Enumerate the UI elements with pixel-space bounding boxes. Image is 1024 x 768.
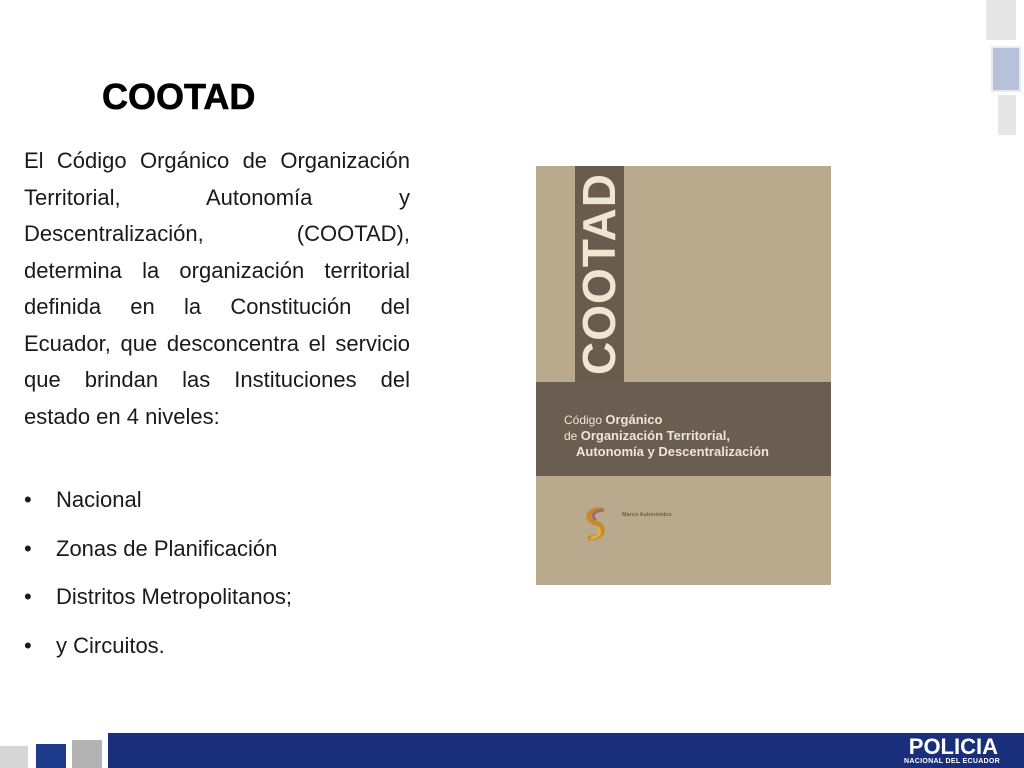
footer-blue-block [36, 744, 66, 768]
book-title-line2-bold: Organización Territorial, [580, 428, 730, 443]
decorative-square-bottom [998, 95, 1016, 135]
slide-paragraph: El Código Orgánico de Organización Territorial, Autonomía y Descentralización, (COOTAD), determina la organización territorial definida en la Constitución del Ecuador, que desconcentra el servicio que brindan las Instituciones del estado en 4 niveles: [24, 148, 410, 429]
bullet-dot-icon: • [24, 632, 32, 658]
bullet-dot-icon: • [24, 584, 32, 609]
book-spine-strip [575, 166, 624, 382]
book-publisher-label [622, 512, 712, 519]
bullet-item [24, 580, 292, 629]
bullet-dot-icon: • [24, 487, 32, 512]
footer-bar [108, 733, 1024, 768]
bullet-item [24, 532, 292, 581]
bullet-list [24, 483, 292, 677]
police-logo-subtitle: NACIONAL DEL ECUADOR [904, 758, 1000, 765]
bullet-text: Distritos Metropolitanos; [56, 584, 292, 609]
bullet-dot-icon: • [24, 535, 32, 561]
bullet-text: y Circuitos. [56, 632, 165, 658]
book-title-line2-prefix: de [564, 429, 578, 443]
bullet-text: Zonas de Planificación [56, 535, 278, 561]
police-logo-text: POLICIA [908, 734, 998, 759]
book-title-text [564, 412, 769, 460]
book-cover-image [536, 166, 831, 585]
decorative-square-middle [991, 46, 1021, 92]
book-publisher-title: Marco Autonómico [622, 512, 672, 518]
bullet-item [24, 629, 292, 678]
book-publisher-logo-icon [582, 506, 610, 542]
book-title-line3-bold: Autonomía y Descentralización [576, 444, 769, 459]
slide-title: COOTAD [102, 76, 256, 117]
bullet-item [24, 483, 292, 532]
footer-gray-block-2 [72, 740, 102, 768]
book-title-line1-prefix: Código [564, 413, 603, 427]
decorative-square-top [986, 0, 1016, 40]
book-spine-title: COOTAD [573, 173, 625, 375]
footer-gray-block [0, 746, 28, 768]
bullet-text: Nacional [56, 487, 142, 512]
book-title-band [536, 382, 831, 476]
book-title-line1-bold: Orgánico [605, 412, 663, 427]
